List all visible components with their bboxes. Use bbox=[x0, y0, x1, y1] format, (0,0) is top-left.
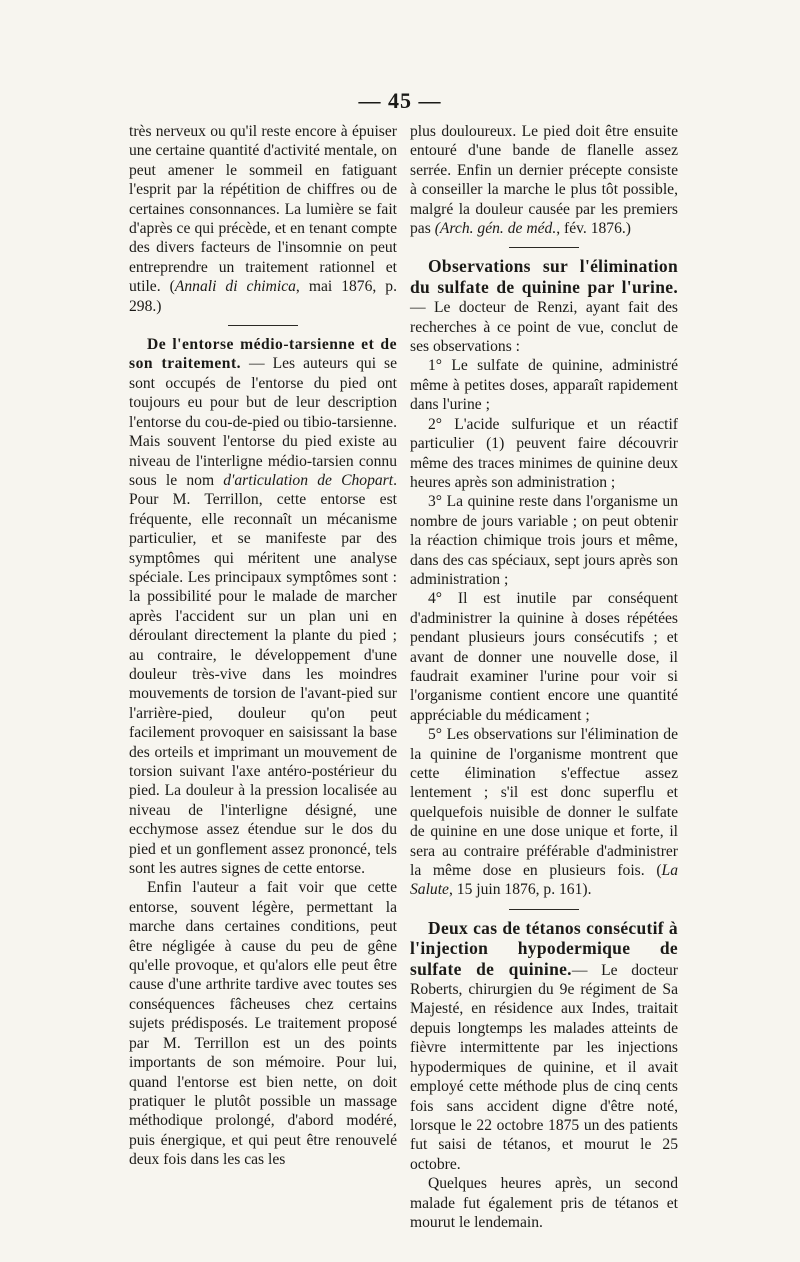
observation-3: 3° La quinine reste dans l'organisme un nombre de jours variable ; on peut obtenir la réaction chimique trois jours et même, dans des cas spéciaux, sept jours après son administration ; bbox=[410, 493, 678, 588]
entorse-end-text: plus douloureux. Le pied doit être ensuite entouré d'une bande de flanelle assez serrée. Enfin un dernier précepte consiste à conseiller la marche le plus tôt possible, malgré la douleur causée par les premiers pas bbox=[410, 123, 678, 238]
entorse-article bbox=[129, 335, 397, 878]
observation-5-text: 5° Les observations sur l'élimination de la quinine de l'organisme montrent que cette élimination s'effectue assez lentement ; s'il est donc superflu et quelquefois nuisible de donner le sulfate de quinine en une dose unique et forte, il sera au contraire préférable d'administrer la même dose en plusieurs fois. ( bbox=[410, 726, 678, 880]
section-divider bbox=[509, 909, 579, 910]
entorse-paragraph-end bbox=[410, 122, 678, 238]
right-column bbox=[410, 122, 678, 1232]
insomnia-citation-source: Annali di chimica bbox=[174, 278, 296, 296]
entorse-term: d'articulation de Chopart bbox=[223, 471, 394, 489]
insomnia-text: très nerveux ou qu'il reste encore à épuiser une certaine quantité d'activité mentale, on peut amener le sommeil en fatiguant l'esprit par la répétition de chiffres ou de certaines consonnances. La lumière se fait d'après ce qui précède, et en tenant compte des divers facteurs de l'insomnie on peut entreprendre un traitement rationnel et utile. bbox=[129, 123, 397, 296]
quinine-article bbox=[410, 257, 678, 356]
tetanos-article bbox=[410, 919, 678, 1174]
left-column bbox=[129, 122, 397, 1170]
quinine-intro: — Le docteur de Renzi, ayant fait des recherches à ce point de vue, conclut de ses observations : bbox=[410, 299, 678, 356]
page-number: — 45 — bbox=[358, 88, 442, 113]
entorse-citation-source: (Arch. gén. de méd. bbox=[434, 220, 557, 238]
insomnia-paragraph-end bbox=[129, 122, 397, 316]
observation-5 bbox=[410, 725, 678, 900]
quinine-article-title: Observations sur l'élimination du sulfate de quinine par l'urine. bbox=[410, 256, 678, 297]
observation-5-rest: , 15 juin 1876, p. 161). bbox=[448, 881, 592, 899]
observation-4: 4° Il est inutile par conséquent d'administrer la quinine à doses répétées pendant plusieurs jours consécutifs ; et avant de donner une nouvelle dose, il faudrait examiner l'urine pour voir si l'organisme contient encore une quantité appréciable du médicament ; bbox=[410, 590, 678, 724]
entorse-article-title: De l'entorse médio-tarsienne et de son traitement. bbox=[129, 336, 397, 373]
observation-1: 1° Le sulfate de quinine, administré même à petites doses, apparaît rapidement dans l'urine ; bbox=[410, 357, 678, 414]
observation-5-source: La Salute bbox=[410, 862, 678, 899]
entorse-text-b: . Pour M. Terrillon, cette entorse est fréquente, elle reconnaît un mécanisme particulier, et se manifeste par des symptômes qui méritent une analyse spéciale. Les principaux symptômes sont : la possibilité pour le malade de marcher après l'accident sur un plan uni en déroulant directement la plante du pied ; au contraire, le développement d'une douleur très-vive dans les moindres mouvements de torsion de l'avant-pied sur l'arrière-pied, douleur qu'on peut facilement provoquer en saisissant la base des orteils et imprimant un mouvement de torsion suivant l'axe antéro-postérieur du pied. La douleur à la pression localisée au niveau de l'interligne désigné, une ecchymose assez étendue sur le dos du pied et un gonflement assez prononcé, tels sont les autres signes de cette entorse. bbox=[129, 471, 397, 878]
insomnia-citation-rest: , mai 1876, p. 298.) bbox=[129, 278, 397, 315]
section-divider bbox=[228, 325, 298, 326]
entorse-treatment-paragraph: Enfin l'auteur a fait voir que cette entorse, souvent légère, permettant la marche dans certaines conditions, peut être négligée à cause du peu de gêne qu'elle provoque, et qu'alors elle peut être cause d'une arthrite tardive avec toutes ses conséquences fâcheuses chez certains sujets prédisposés. Le traitement proposé par M. Terrillon est un des points importants de son mémoire. Pour lui, quand l'entorse est bien nette, on doit pratiquer le plutôt possible un massage méthodique prolongé, d'abord modéré, puis énergique, et qui peut être renouvelé deux fois dans les cas les bbox=[129, 879, 397, 1169]
tetanos-text: — Le docteur Roberts, chirurgien du 9e régiment de Sa Majesté, en résidence aux Indes, traitait depuis longtemps les malades atteints de fièvre intermittente par les injections hypodermiques de quinine, et il avait employé cette méthode plus de cinq cents fois sans accident digne d'être noté, lorsque le 22 octobre 1875 un des patients fut saisi de tétanos, et mourut le 25 octobre. bbox=[410, 961, 678, 1173]
tetanos-article-title: Deux cas de tétanos consécutif à l'injection hypodermique de sulfate de quinine. bbox=[410, 917, 678, 979]
tetanos-second-case: Quelques heures après, un second malade fut également pris de tétanos et mourut le lendemain. bbox=[410, 1175, 678, 1231]
entorse-citation-rest: , fév. 1876.) bbox=[556, 220, 631, 238]
insomnia-citation-open: ( bbox=[169, 278, 175, 296]
observation-2: 2° L'acide sulfurique et un réactif particulier (1) peuvent faire découvrir même des traces minimes de quinine deux heures après son administration ; bbox=[410, 415, 678, 491]
entorse-text-a: — Les auteurs qui se sont occupés de l'entorse du pied ont toujours eu pour but de leur description l'entorse du cou-de-pied ou tibio-tarsienne. Mais souvent l'entorse du pied existe au niveau de l'interligne médio-tarsien connu sous le nom bbox=[129, 355, 398, 489]
section-divider bbox=[509, 247, 579, 248]
